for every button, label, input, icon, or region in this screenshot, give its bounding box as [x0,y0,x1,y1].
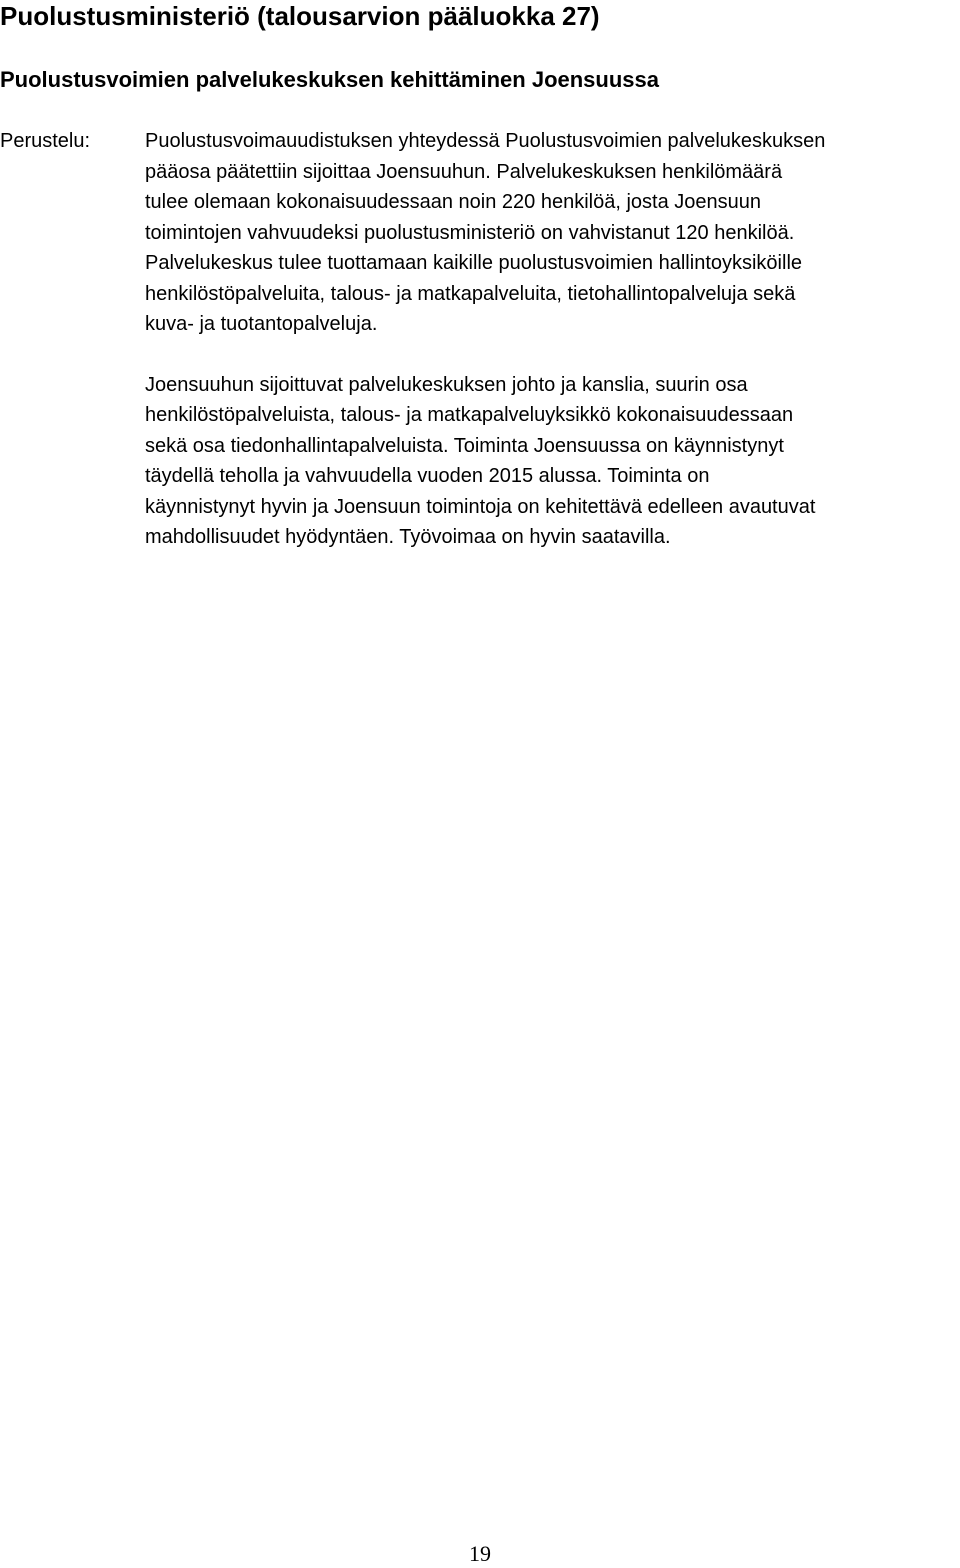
document-title: Puolustusministeriö (talousarvion pääluokka 27) [0,1,600,31]
justification-label: Perustelu: [0,130,91,152]
text-line: henkilöstöpalveluista, talous- ja matkapalveluyksikkö kokonaisuudessaan [145,404,794,426]
text-line: Joensuuhun sijoittuvat palvelukeskuksen johto ja kanslia, suurin osa [145,373,748,396]
paragraph-1 [145,126,960,340]
text-line: kuva- ja tuotantopalveluja. [145,313,378,335]
text-line: Puolustusvoimauudistuksen yhteydessä Puolustusvoimien palvelukeskuksen [145,130,826,152]
text-line: käynnistynyt hyvin ja Joensuun toimintoja on kehitettävä edelleen avautuvat [145,495,816,518]
text-line: mahdollisuudet hyödyntäen. Työvoimaa on hyvin saatavilla. [145,526,671,548]
text-line: sekä osa tiedonhallintapalveluista. Toiminta Joensuussa on käynnistynyt [145,434,784,457]
justification-body [145,126,960,553]
paragraph-2 [145,370,960,553]
text-line: täydellä teholla ja vahvuudella vuoden 2015 alussa. Toiminta on [145,465,710,487]
text-line: tulee olemaan kokonaisuudessaan noin 220 henkilöä, josta Joensuun [145,191,762,213]
text-line: Palvelukeskus tulee tuottamaan kaikille puolustusvoimien hallintoyksiköille [145,252,803,274]
text-line: henkilöstöpalveluita, talous- ja matkapalveluita, tietohallintopalveluja sekä [145,282,796,305]
section-heading: Puolustusvoimien palvelukeskuksen kehittäminen Joensuussa [0,67,660,92]
text-line: toimintojen vahvuudeksi puolustusministeriö on vahvistanut 120 henkilöä. [145,221,795,244]
page-number: 19 [469,1541,491,1566]
text-line: pääosa päätettiin sijoittaa Joensuuhun. Palvelukeskuksen henkilömäärä [145,160,783,183]
